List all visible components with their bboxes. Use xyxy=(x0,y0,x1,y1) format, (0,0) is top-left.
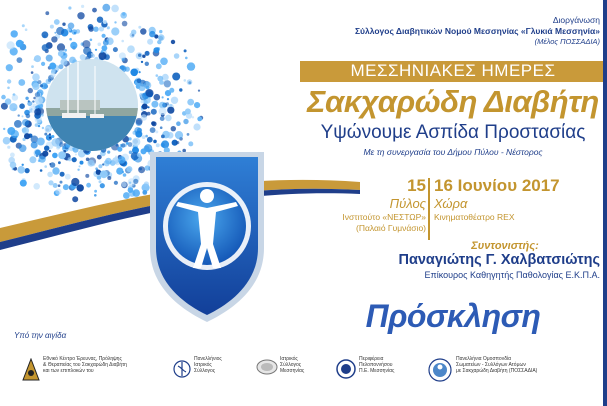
sponsor-2-line-3: Σύλλογος xyxy=(194,368,216,375)
sponsor-region-peloponnese xyxy=(336,352,416,392)
sponsor-4-line-2: Πελοποννήσου xyxy=(359,362,393,369)
event-subtitle: Υψώνουμε Ασπίδα Προστασίας xyxy=(320,122,586,143)
shield-emblem-icon xyxy=(146,148,268,326)
sponsor-4-line-3: Π.Ε. Μεσσηνίας xyxy=(359,368,395,375)
sponsor-3-line-1: Ιατρικός xyxy=(280,356,298,362)
coordinator-name: Παναγιώτης Γ. Χαλβατσιώτης xyxy=(398,252,600,268)
sponsor-1-line-1: Εθνικό Κέντρο Έρευνας, Πρόληψης xyxy=(43,356,122,362)
sponsor-panhellenic-medical-association xyxy=(172,352,242,392)
medical-association-icon xyxy=(172,358,192,380)
sponsor-3-line-3: Μεσσηνίας xyxy=(280,368,305,375)
collaboration-note: Με τη συνεργασία του Δήμου Πύλου - Νέστορος xyxy=(363,147,543,157)
event-days-title: ΜΕΣΣΗΝΙΑΚΕΣ ΗΜΕΡΕΣ xyxy=(350,61,556,80)
venue-1-city: Πύλος xyxy=(389,196,426,211)
sponsor-1-line-2: & Θεραπείας του Σακχαρώδη Διαβήτη xyxy=(43,362,127,369)
organizer-name: Σύλλογος Διαβητικών Νομού Μεσσηνίας «Γλυκιά Μεσσηνία» xyxy=(354,26,600,36)
date-divider xyxy=(428,178,430,240)
date-day-2: 16 Ιουνίου 2017 xyxy=(434,176,560,195)
region-seal-icon xyxy=(336,358,356,380)
patronage-label: Υπό την αιγίδα xyxy=(14,331,67,340)
sponsor-national-diabetes-center xyxy=(22,352,157,392)
sponsor-4-line-1: Περιφέρεια xyxy=(359,356,384,362)
sponsor-2-line-2: Ιατρικός xyxy=(194,362,212,369)
invitation-heading: Πρόσκληση xyxy=(365,298,541,334)
venue-2-name: Κινηματοθέατρο REX xyxy=(434,212,515,222)
organizer-member-note: (Μέλος ΠΟΣΣΑΔΙΑ) xyxy=(534,37,600,46)
coordinator-label: Συντονιστής: xyxy=(471,240,539,252)
venue-1-note: (Παλαιό Γυμνάσιο) xyxy=(356,223,426,233)
sponsor-5-line-2: Σωματείων - Συλλόγων Ατόμων xyxy=(456,362,526,369)
sponsor-3-line-2: Σύλλογος xyxy=(280,362,302,369)
sponsor-5-line-3: με Σακχαρώδη Διαβήτη (ΠΟΣΣΑΔΙΑ) xyxy=(456,368,538,375)
sponsor-possadia-federation xyxy=(428,352,603,392)
coordinator-title: Επίκουρος Καθηγητής Παθολογίας Ε.Κ.Π.Α. xyxy=(424,270,600,280)
venue-1-name: Ινστιτούτο «ΝΕΣΤΩΡ» xyxy=(342,212,426,222)
sponsor-2-line-1: Πανελλήνιος xyxy=(194,356,222,362)
triangle-emblem-icon xyxy=(22,358,40,382)
sponsor-medical-society-messinia xyxy=(256,352,326,392)
event-main-title: Σακχαρώδη Διαβήτη xyxy=(307,84,599,119)
federation-seal-icon xyxy=(428,358,452,382)
organizer-label: Διοργάνωση xyxy=(552,15,600,25)
sponsor-5-line-1: Πανελλήνια Ομοσπονδία xyxy=(456,356,511,362)
date-day-1: 15 xyxy=(407,176,426,195)
sponsor-1-line-3: και των επιπλοκών του xyxy=(43,368,94,375)
venue-2-city: Χώρα xyxy=(434,196,468,211)
medical-society-icon xyxy=(256,358,278,376)
right-edge-stripe xyxy=(603,0,607,406)
